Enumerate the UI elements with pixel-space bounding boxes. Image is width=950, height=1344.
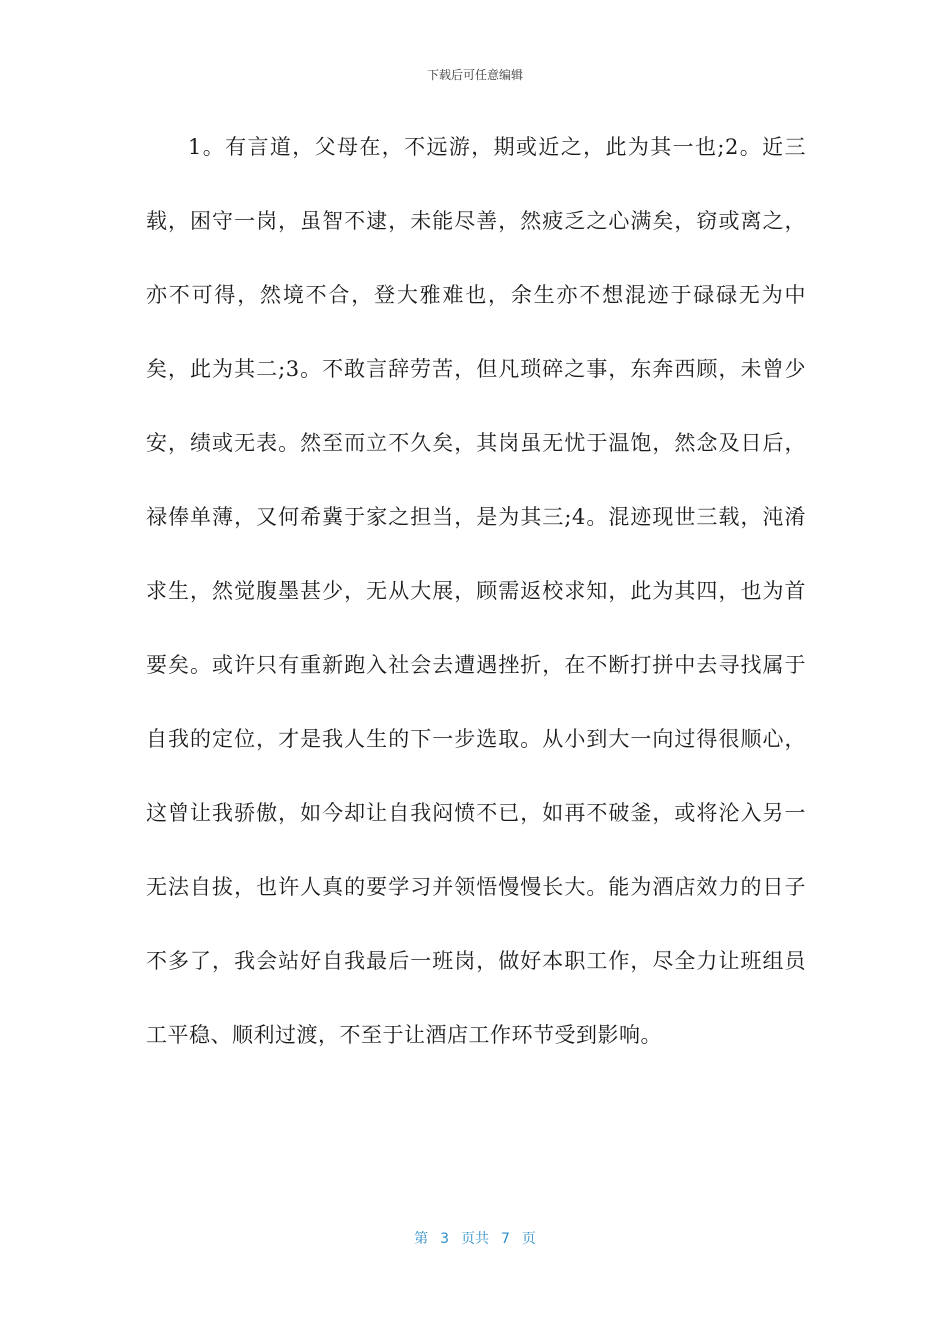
footer-middle: 页共 [461, 1231, 489, 1247]
footer-total-pages: 7 [501, 1231, 510, 1247]
header-text: 下载后可任意编辑 [426, 68, 523, 82]
page-header [0, 66, 950, 83]
body-paragraph: 1。有言道，父母在，不远游，期或近之，此为其一也;2。近三载，困守一岗，虽智不逮，未能尽善，然疲乏之心满矣，窃或离之，亦不可得，然境不合，登大雅难也，余生亦不想混迹于碌碌无为中矣，此为其二;3。不敢言辞劳苦，但凡琐碎之事，东奔西顾，未曾少安，绩或无表。然至而立不久矣，其岗虽无忧于温饱，然念及日后，禄俸单薄，又何希冀于家之担当，是为其三;4。混迹现世三载，沌淆求生，然觉腹墨甚少，无从大展，顾需返校求知，此为其四，也为首要矣。或许只有重新跑入社会去遭遇挫折，在不断打拼中去寻找属于自我的定位，才是我人生的下一步选取。从小到大一向过得很顺心，这曾让我骄傲，如今却让自我闷愤不已，如再不破釜，或将沦入另一无法自拔，也许人真的要学习并领悟慢慢长大。能为酒店效力的日子不多了，我会站好自我最后一班岗，做好本职工作，尽全力让班组员工平稳、顺利过渡，不至于让酒店工作环节受到影响。 [146, 135, 806, 1047]
footer-current-page: 3 [440, 1231, 449, 1247]
footer-prefix: 第 [414, 1231, 429, 1247]
footer-suffix: 页 [521, 1231, 536, 1247]
page-footer [0, 1228, 950, 1248]
